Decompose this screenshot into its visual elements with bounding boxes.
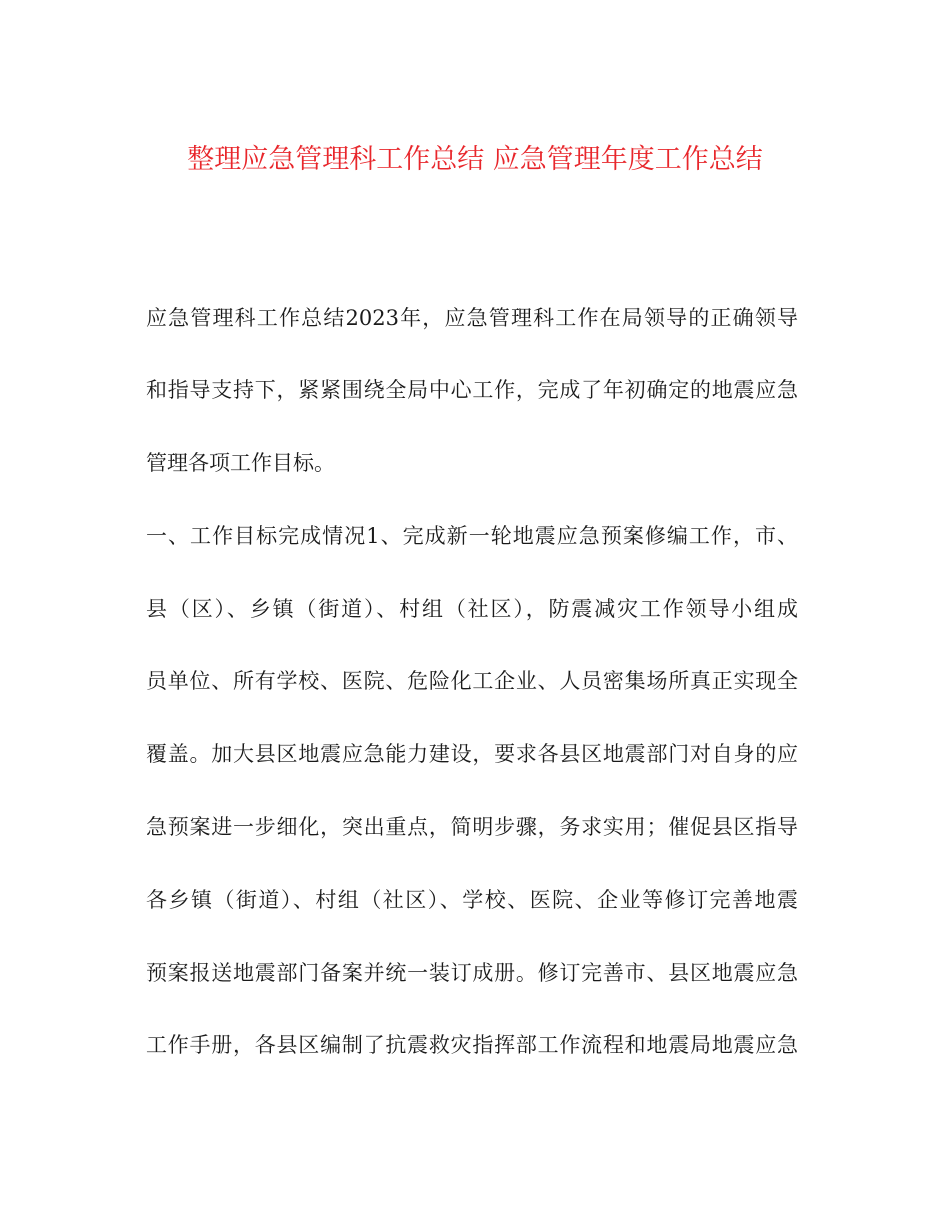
paragraph-line: 预案报送地震部门备案并统一装订成册。修订完善市、县区地震应急 — [146, 961, 798, 985]
paragraph-line: 覆盖。加大县区地震应急能力建设，要求各县区地震部门对自身的应 — [146, 742, 798, 766]
document-title: 整理应急管理科工作总结 应急管理年度工作总结 — [187, 144, 763, 175]
paragraph-line: 和指导支持下，紧紧围绕全局中心工作，完成了年初确定的地震应急 — [146, 378, 798, 402]
paragraph-line: 管理各项工作目标。 — [146, 451, 335, 475]
paragraph-line: 工作手册，各县区编制了抗震救灾指挥部工作流程和地震局地震应急 — [146, 1033, 798, 1057]
paragraph-line: 各乡镇（街道）、村组（社区）、学校、医院、企业等修订完善地震 — [146, 888, 798, 912]
paragraph-line: 应急管理科工作总结2023年，应急管理科工作在局领导的正确领导 — [146, 306, 798, 330]
paragraph-line: 急预案进一步细化，突出重点，简明步骤，务求实用；催促县区指导 — [146, 815, 798, 839]
paragraph-line: 员单位、所有学校、医院、危险化工企业、人员密集场所真正实现全 — [146, 669, 798, 693]
paragraph-line: 县（区）、乡镇（街道）、村组（社区），防震减灾工作领导小组成 — [146, 597, 798, 621]
paragraph-line: 一、工作目标完成情况1、完成新一轮地震应急预案修编工作，市、 — [146, 524, 798, 548]
